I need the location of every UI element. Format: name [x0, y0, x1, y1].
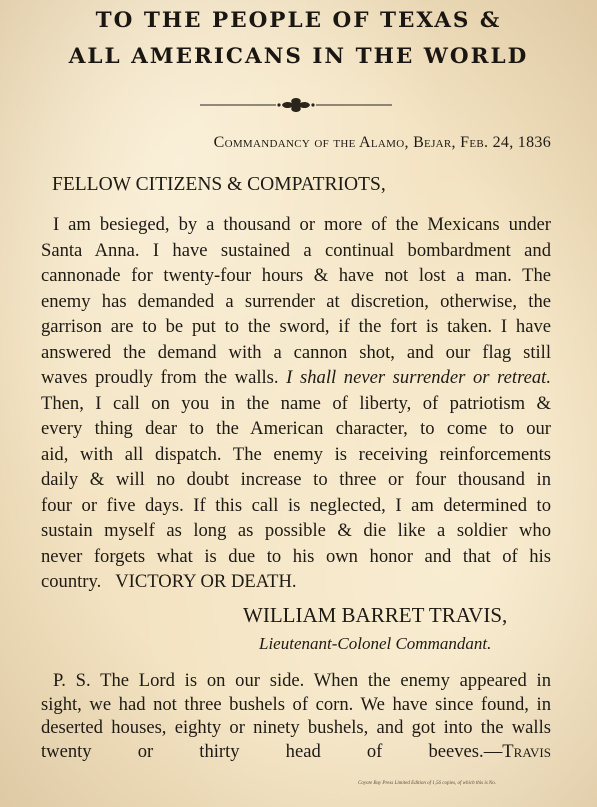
signature-name: WILLIAM BARRET TRAVIS,	[243, 603, 508, 627]
victory-or-death: VICTORY OR DEATH.	[115, 571, 297, 592]
body-line: sustain myself as long as possible & die like a soldier who	[41, 520, 551, 541]
body-line: aid, with all dispatch. The enemy is receiving reinforcements	[41, 443, 551, 465]
edition-footnote: Coyote Bay Press Limited Edition of 1,56 copies, of which this is No.	[358, 781, 497, 786]
body-line: Santa Anna. I have sustained a continual bombardment and	[41, 239, 551, 261]
salutation: FELLOW CITIZENS & COMPATRIOTS,	[52, 174, 386, 195]
postscript	[41, 669, 551, 763]
body-line: enemy has demanded a surrender at discretion, otherwise, the	[41, 290, 551, 312]
body-line	[41, 569, 551, 595]
title-line-1: TO THE PEOPLE OF TEXAS &	[95, 8, 502, 33]
postscript-line: deserted houses, eighty or ninety bushels, and got into the walls	[41, 717, 551, 738]
body-line: four or five days. If this call is neglected, I am determined to	[41, 494, 551, 516]
body-line	[41, 365, 551, 391]
body-text: waves proudly from the walls.	[41, 367, 279, 388]
title-line-2: ALL AMERICANS IN THE WORLD	[68, 44, 529, 69]
postscript-line: P. S. The Lord is on our side. When the enemy appeared in	[53, 670, 551, 691]
postscript-signature: —Travis	[483, 740, 551, 762]
fleuron-ornament-icon	[200, 95, 392, 115]
emphasized-vow: I shall never surrender or retreat.	[286, 367, 551, 388]
postscript-line: sight, we had not three bushels of corn. We have since found, in	[41, 693, 551, 715]
signature-title: Lieutenant-Colonel Commandant.	[259, 634, 492, 653]
postscript-line	[41, 740, 551, 764]
body-line: Then, I call on you in the name of liberty, of patriotism &	[41, 392, 551, 414]
body-line: never forgets what is due to his own honor and that of his	[41, 545, 551, 567]
body-line: answered the demand with a cannon shot, and our flag still	[41, 341, 551, 363]
body-line: daily & will no doubt increase to three or four thousand in	[41, 469, 551, 490]
body-line: every thing dear to the American character, to come to our	[41, 418, 551, 439]
postscript-text: twenty or thirty head of beeves.	[41, 740, 484, 762]
body-text: country.	[41, 571, 102, 592]
body-line: garrison are to be put to the sword, if the fort is taken. I have	[41, 316, 551, 337]
body-line: cannonade for twenty-four hours & have not lost a man. The	[41, 265, 551, 286]
letter-body	[41, 212, 551, 595]
dateline: Commandancy of the Alamo, Bejar, Feb. 24, 1836	[213, 134, 551, 151]
body-line: I am besieged, by a thousand or more of the Mexicans under	[53, 214, 551, 235]
